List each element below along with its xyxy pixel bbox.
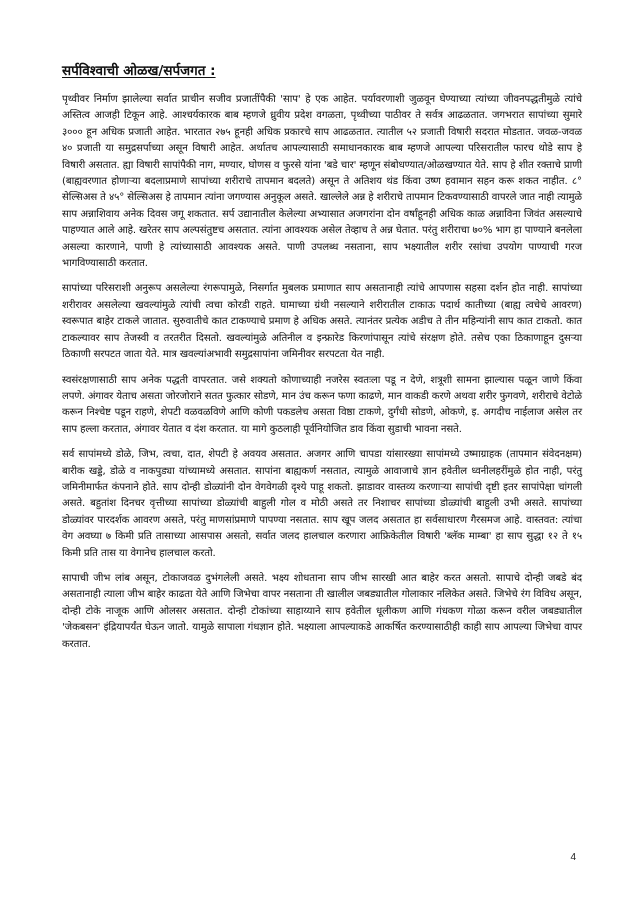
paragraph-intro: पृथ्वीवर निर्माण झालेल्या सर्वात प्राचीन सजीव प्रजातींपैकी 'साप' हे एक आहेत. पर्यावरणाशी जुळवून घेण्याच्या त्यांच्या जीवनपद्धतीमुळे त्यांचे अस्तित्व आजही टिकून आहे. आश्चर्यकारक बाब म्हणजे ध्रुवीय प्रदेश वगळता, पृथ्वीच्या पाठीवर ते सर्वत्र आढळतात. जगभरात सापांच्या सुमारे ३००० हून अधिक प्रजाती आहेत. भारतात २७५ हूनही अधिक प्रकारचे साप आढळतात. त्यातील ५२ प्रजाती विषारी सदरात मोडतात. जवळ-जवळ ४० प्रजाती या समुद्रसर्पाच्या असून विषारी आहेत. अर्थातच आपल्यासाठी समाधानकारक बाब म्हणजे आपल्या परिसरातील फारच थोडे साप हे विषारी असतात. ह्या विषारी सापांपैकी नाग, मण्यार, घोणस व फुरसे यांना 'बडे चार' म्हणून संबोधण्यात/ओळखण्यात येते. साप हे शीत रक्ताचे प्राणी (बाह्यवरणात होणाऱ्या बदलाप्रमाणे सापांच्या शरीराचे तापमान बदलते) असून ते अतिशय थंड किंवा उष्ण हवामान सहन करू शकत नाहीत. ८° सेल्सिअस ते ४५° सेल्सिअस हे तापमान त्यांना जगण्यास अनुकूल असते. खाल्लेले अन्न हे शरीराचे तापमान टिकवण्यासाठी वापरले जात नाही त्यामुळे साप अन्नाशिवाय अनेक दिवस जगू शकतात. सर्प उद्यानातील केलेल्या अभ्यासात अजगरांना दोन वर्षांहूनही अधिक काळ अन्नाविना जिवंत असल्याचे पाहण्यात आले आहे. खरेतर साप अल्पसंतुष्टच असतात. त्यांना आवश्यक असेल तेव्हाच ते अन्न घेतात. परंतु शरीराचा ७०% भाग हा पाण्याने बनलेला असल्या कारणाने, पाणी हे त्यांच्यासाठी आवश्यक असते. पाणी उपलब्ध नसताना, साप भक्ष्यातील शरीर रसांचा उपयोग पाण्याची गरज भागविण्यासाठी करतात.: [62, 94, 582, 270]
paragraph-defense: स्वसंरक्षणासाठी साप अनेक पद्धती वापरतात. जसे शक्यतो कोणाच्याही नजरेस स्वतःला पडू न देणे, शत्रूशी सामना झाल्यास पळून जाणे किंवा लपणे. अंगावर येताच असता जोरजोराने सतत फुत्कार सोडणे, मान उंच करून फणा काढणे, मान वाकडी करणे अथवा शरीर फुगवणे, शरीराचे वेटोळे करून निश्चेष्ट पडून राहणे, शेपटी वळवळविणे आणि कोणी पकडलेच असता विष्ठा टाकणे, दुर्गंधी सोडणे, ओकणे, इ. अगदीच नाईलाज असेल तर साप हल्ला करतात, अंगावर येतात व दंश करतात. या मागे कुठलाही पूर्वनियोजित डाव किंवा सुडाची भावना नसते.: [62, 374, 582, 435]
document-page: [62, 62, 582, 662]
page-title: सर्पविश्वाची ओळख/सर्पजगत :: [62, 63, 216, 79]
paragraph-tongue: सापाची जीभ लांब असून, टोकाजवळ दुभंगलेली असते. भक्ष्य शोधताना साप जीभ सारखी आत बाहेर करत असतो. सापाचे दोन्ही जबडे बंद असतानाही त्याला जीभ बाहेर काढता येते आणि जिभेचा वापर नसताना ती खालील जबड्यातील गोलाकार नलिकेत असते. जिभेचे रंग विविध असून, दोन्ही टोके नाजूक आणि ओलसर असतात. दोन्ही टोकांच्या साहाय्याने साप हवेतील धूलीकण आणि गंधकण गोळा करून वरील जबड्यातील 'जेकबसन' इंद्रियापर्यंत घेऊन जातो. यामुळे सापाला गंधज्ञान होते. भक्ष्याला आपल्याकडे आकर्षित करण्यासाठीही काही साप आपल्या जिभेचा वापर करतात.: [62, 572, 582, 650]
paragraph-senses: सर्व सापांमध्ये डोळे, जिभ, त्वचा, दात, शेपटी हे अवयव असतात. अजगर आणि चापडा यांसारख्या सापांमध्ये उष्माग्राहक (तापमान संवेदनक्षम) बारीक खड्डे, डोळे व नाकपुड्या यांच्यामध्ये असतात. सापांना बाह्यकर्ण नसतात, त्यामुळे आवाजाचे ज्ञान हवेतील ध्वनीलहरींमुळे होत नाही, परंतु जमिनीमार्फत कंपनाने होते. साप दोन्ही डोळ्यांनी दोन वेगवेगळी दृश्ये पाहू शकतो. झाडावर वास्तव्य करणाऱ्या सापांची दृष्टी इतर सापांपेक्षा चांगली असते. बहुतांश दिनचर वृत्तीच्या सापांच्या डोळ्यांची बाहुली गोल व मोठी असते तर निशाचर सापांच्या डोळ्यांची बाहुली उभी असते. सापांच्या डोळ्यांवर पारदर्शक आवरण असते, परंतु माणसांप्रमाणे पापण्या नसतात. साप खूप जलद असतात हा सर्वसाधारण गैरसमज आहे. वास्तवत: त्यांचा वेग अवघ्या ७ किमी प्रति तासाच्या आसपास असतो, सर्वात जलद हालचाल करणारा आफ्रिकेतील विषारी 'ब्लॅक माम्बा' हा साप सुद्धा १२ ते १५ किमी प्रति तास या वेगानेच हालचाल करतो.: [62, 449, 582, 559]
paragraph-skin: सापांच्या परिसराशी अनुरूप असलेल्या रंगरूपामुळे, निसर्गात मुबलक प्रमाणात साप असतानाही त्यांचे आपणास सहसा दर्शन होत नाही. सापांच्या शरीरावर असलेल्या खवल्यांमुळे त्यांची त्वचा कोरडी राहते. घामाच्या ग्रंथी नसल्याने शरीरातील टाकाऊ पदार्थ कातीच्या (बाह्य त्वचेचे आवरण) स्वरूपात बाहेर टाकले जातात. सुरुवातीचे कात टाकण्याचे प्रमाण हे अधिक असते. त्यानंतर प्रत्येक अडीच ते तीन महिन्यांनी साप कात टाकतो. कात टाकल्यावर साप तेजस्वी व तरतरीत दिसतो. खवल्यांमुळे अतिनील व इन्फ्रारेड किरणांपासून त्यांचे संरक्षण होते. तसेच एका ठिकाणाहून दुसऱ्या ठिकाणी सरपटत जाता येते. मात्र खवल्यांअभावी समुद्रसापांना जमिनीवर सरपटता येत नाही.: [62, 283, 582, 361]
page-number: 4: [570, 852, 576, 863]
